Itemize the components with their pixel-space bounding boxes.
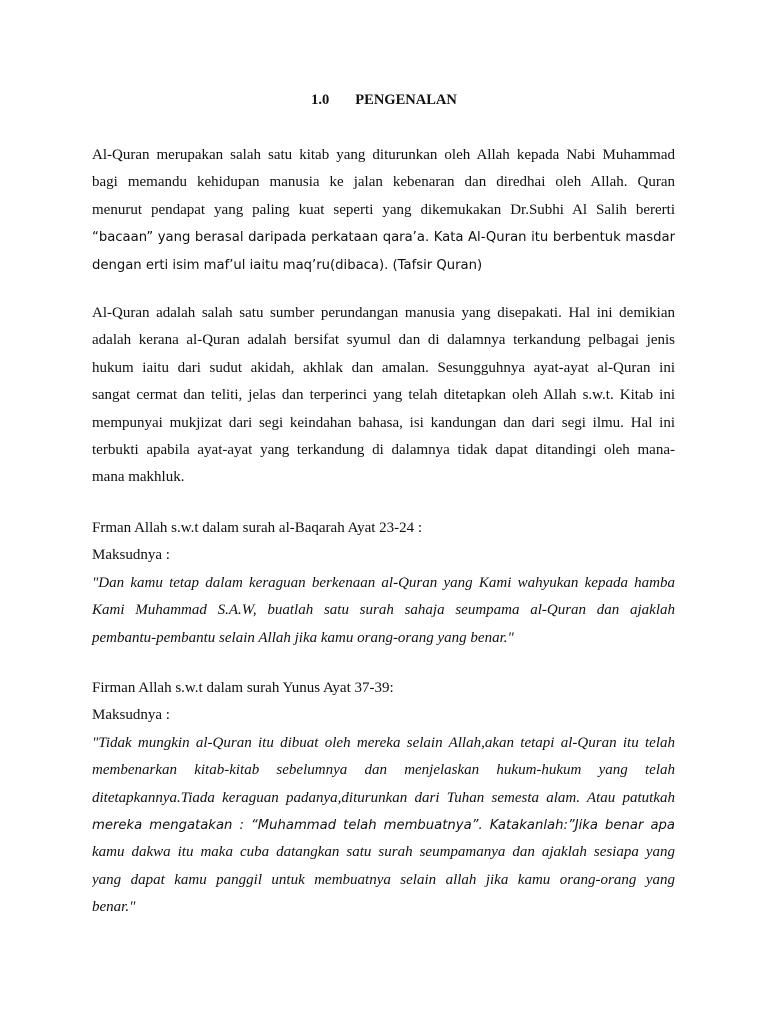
paragraph-line: Al-Quran adalah salah satu sumber perundangan manusia yang disepakati. Hal ini demikian <box>92 305 675 321</box>
paragraph-line: “bacaan” yang berasal daripada perkataan qara’a. Kata Al-Quran itu berbentuk masdar <box>92 230 675 246</box>
second-paragraph <box>92 300 675 492</box>
paragraph-line: bagi memandu kehidupan manusia ke jalan kebenaran dan diredhai oleh Allah. Quran <box>92 174 675 191</box>
quote-intro: Firman Allah s.w.t dalam surah Yunus Ayat 37-39: <box>92 680 394 696</box>
section-heading <box>0 92 768 109</box>
paragraph-line: mana makhluk. <box>92 469 185 486</box>
paragraph-line: menurut pendapat yang paling kuat seperti yang dikemukakan Dr.Subhi Al Salih bererti <box>92 201 675 218</box>
paragraph-line: sangat cermat dan teliti, jelas dan terperinci yang telah ditetapkan oleh Allah s.w.t. Kitab ini <box>92 387 675 404</box>
quote-line: mereka mengatakan : “Muhammad telah membuatnya”. Katakanlah:”Jika benar apa <box>92 817 675 833</box>
quote-line: kamu dakwa itu maka cuba datangkan satu surah seumpamanya dan ajaklah sesiapa yang <box>92 844 675 861</box>
quote-line: Kami Muhammad S.A.W, buatlah satu surah sahaja seumpama al-Quran dan ajaklah <box>92 602 675 619</box>
quote-label: Maksudnya : <box>92 547 170 564</box>
quote-line: pembantu-pembantu selain Allah jika kamu orang-orang yang benar." <box>92 629 514 646</box>
paragraph-line: terbukti apabila ayat-ayat yang terkandung di dalamnya tidak dapat ditandingi oleh mana- <box>92 441 675 458</box>
section-number: 1.0 <box>311 92 330 108</box>
quote-yunus <box>92 675 675 922</box>
intro-paragraph <box>92 142 675 279</box>
quote-line: ditetapkannya.Tiada keraguan padanya,diturunkan dari Tuhan semesta alam. Atau patutkah <box>92 789 675 806</box>
quote-line: "Dan kamu tetap dalam keraguan berkenaan al-Quran yang Kami wahyukan kepada hamba <box>92 574 675 591</box>
paragraph-line: mempunyai mukjizat dari segi keindahan bahasa, isi kandungan dan dari segi ilmu. Hal ini <box>92 414 675 431</box>
paragraph-line: adalah kerana al-Quran adalah bersifat syumul dan di dalamnya terkandung pelbagai jenis <box>92 332 675 349</box>
paragraph-line: Al-Quran merupakan salah satu kitab yang diturunkan oleh Allah kepada Nabi Muhammad <box>92 147 675 163</box>
quote-label: Maksudnya : <box>92 707 170 724</box>
quote-intro: Frman Allah s.w.t dalam surah al-Baqarah Ayat 23-24 : <box>92 520 423 536</box>
section-title: PENGENALAN <box>355 92 457 108</box>
quote-line: "Tidak mungkin al-Quran itu dibuat oleh mereka selain Allah,akan tetapi al-Quran itu telah <box>92 734 675 751</box>
quote-line: membenarkan kitab-kitab sebelumnya dan menjelaskan hukum-hukum yang telah <box>92 762 675 779</box>
quote-line: yang dapat kamu panggil untuk membuatnya selain allah jika kamu orang-orang yang <box>92 871 675 888</box>
quote-line: benar." <box>92 899 136 916</box>
quote-al-baqarah <box>92 515 675 652</box>
paragraph-line: dengan erti isim maf’ul iaitu maq’ru(dibaca). (Tafsir Quran) <box>92 257 483 273</box>
paragraph-line: hukum iaitu dari sudut akidah, akhlak dan amalan. Sesungguhnya ayat-ayat al-Quran ini <box>92 359 675 376</box>
